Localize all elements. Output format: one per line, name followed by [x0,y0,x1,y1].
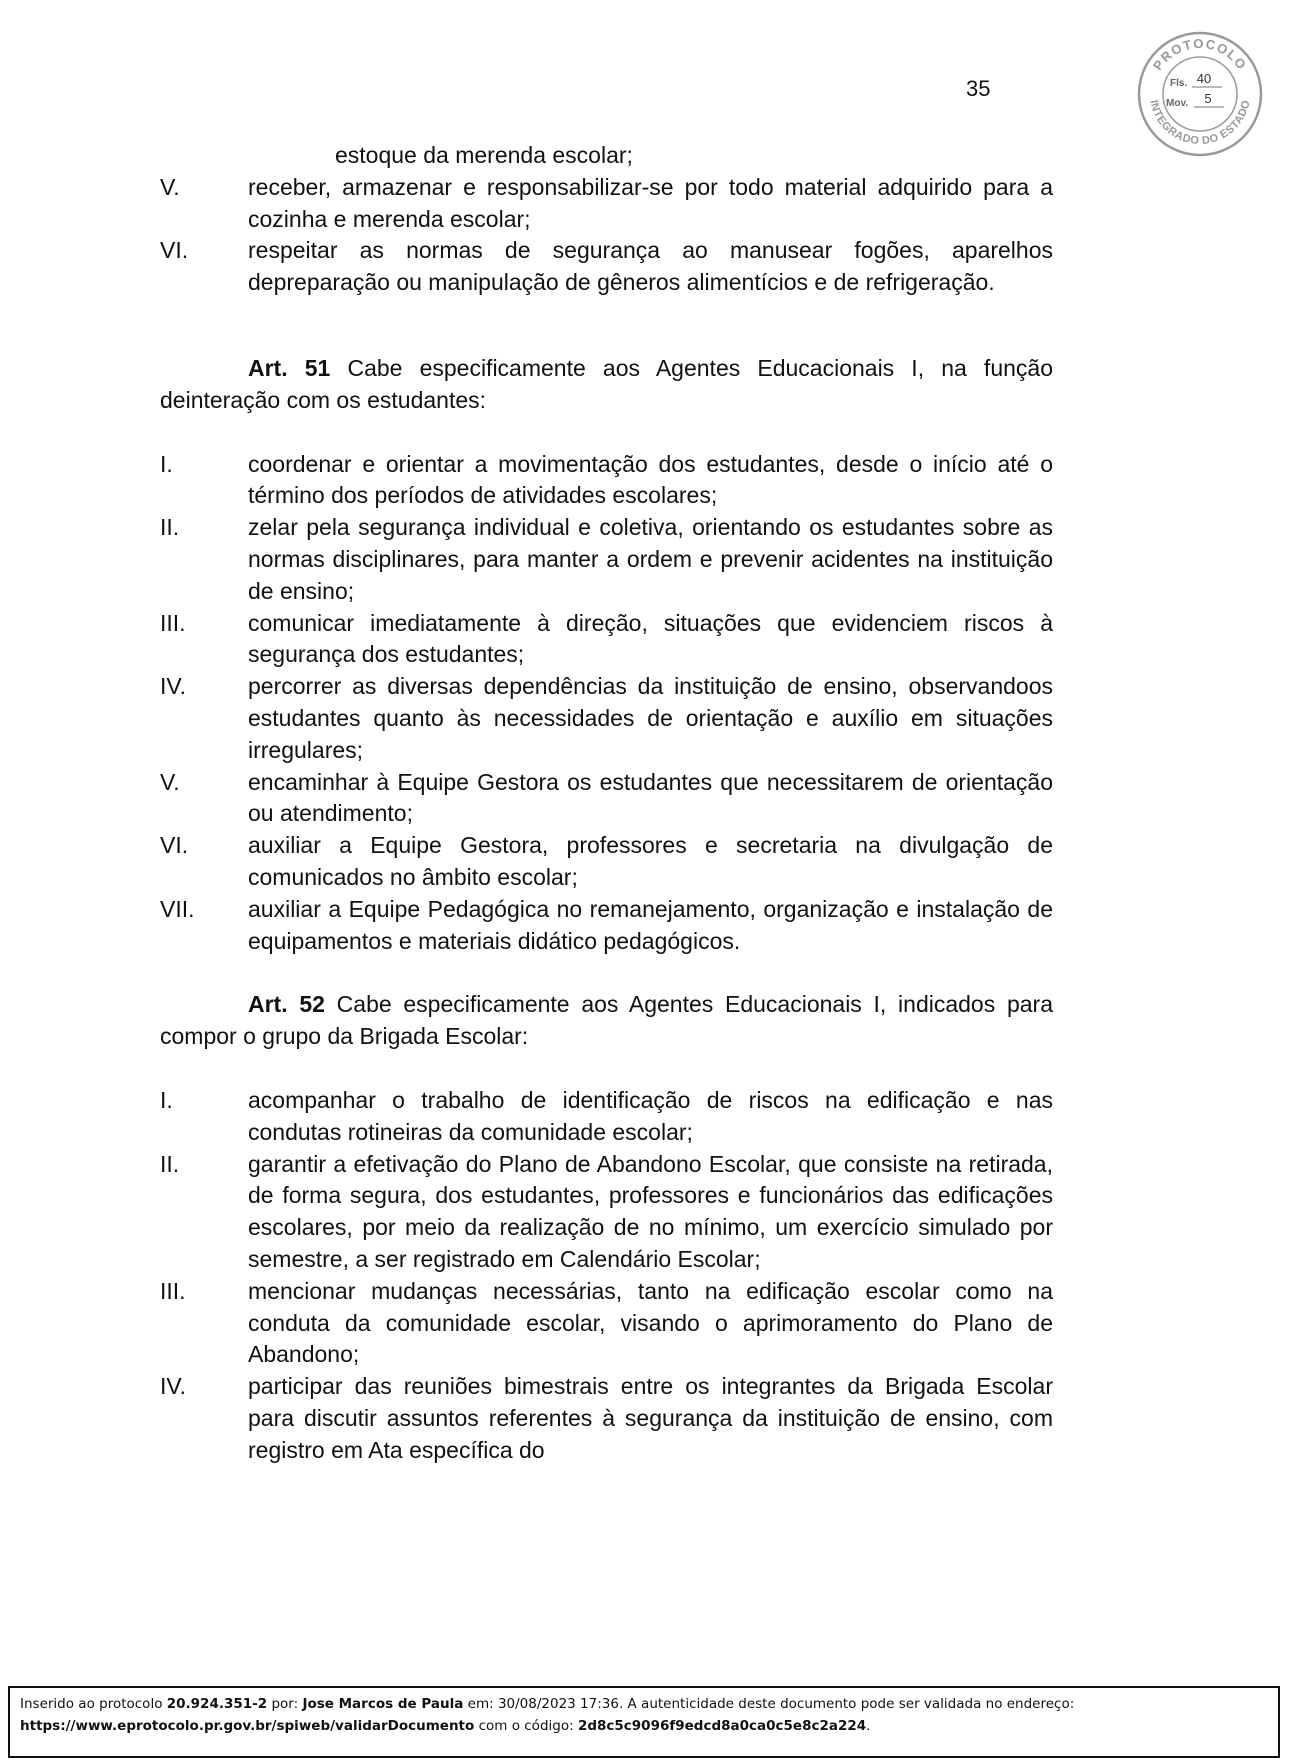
item-number: II. [160,1150,180,1177]
item-text: zelar pela segurança individual e coletiva, orientando os estudantes sobre as normas disciplinares, para manter a ordem e prevenir acidentes na instituição de ensino; [248,514,1053,604]
list-item [160,1149,1053,1276]
footer-line-1 [20,1693,1268,1715]
list-item [160,1371,1053,1466]
art52-paragraph [160,989,1053,1053]
item-number: III. [160,1277,186,1304]
item-number: II. [160,514,180,541]
footer-text: com o código: [474,1718,578,1734]
art51-item-list [160,449,1053,958]
page-number: 35 [966,76,991,101]
item-text: encaminhar à Equipe Gestora os estudantes que necessitarem de orientação ou atendimento; [248,768,1053,827]
footer-text: por: [267,1696,303,1712]
stamp-fls-value: 40 [1196,71,1212,86]
item-text: comunicar imediatamente à direção, situações que evidenciem riscos à segurança dos estudantes; [248,609,1053,668]
item-text: percorrer as diversas dependências da instituição de ensino, observandoos estudantes quanto às necessidades de orientação e auxílio em situações irregulares; [248,673,1053,763]
protocol-number: 20.924.351-2 [166,1696,268,1712]
list-item [160,671,1053,766]
art51-intro: Cabe especificamente aos Agentes Educacionais I, na função deinteração com os estudantes: [160,354,1053,413]
list-item [160,608,1053,672]
list-item [160,449,1053,513]
item-number: VI. [160,832,189,859]
list-item [160,512,1053,607]
protocol-stamp [1136,30,1264,158]
list-item [160,172,1053,236]
art52-intro: Cabe especificamente aos Agentes Educacionais I, indicados para compor o grupo da Brigada Escolar: [160,991,1053,1050]
validation-url[interactable]: https://www.eprotocolo.pr.gov.br/spiweb/validarDocumento [20,1718,475,1734]
list-item [160,235,1053,299]
validation-footer [8,1686,1280,1758]
item-text: participar das reuniões bimestrais entre os integrantes da Brigada Escolar para discutir assuntos referentes à segurança da instituição de ensino, com registro em Ata específica do [248,1373,1053,1463]
list-item [160,1276,1053,1371]
footer-line-2 [20,1715,1268,1737]
item-text: respeitar as normas de segurança ao manusear fogões, aparelhos depreparação ou manipulação de gêneros alimentícios e de refrigeração. [248,237,1053,296]
item-text: acompanhar o trabalho de identificação de riscos na edificação e nas condutas rotineiras da comunidade escolar; [248,1086,1053,1145]
svg-text:INTEGRADO DO ESTADO [1147,99,1252,147]
stamp-mov-label: Mov. [1166,98,1189,109]
item-number: VI. [160,237,189,264]
stamp-mov-value: 5 [1204,91,1212,106]
stamp-top-text: PROTOCOLO [1149,35,1251,74]
item-number: I. [160,1086,173,1113]
item-number: III. [160,609,186,636]
item-text: auxiliar a Equipe Pedagógica no remanejamento, organização e instalação de equipamentos e materiais didático pedagógicos. [248,895,1053,954]
author-name: Jose Marcos de Paula [302,1696,464,1712]
footer-text: em: 30/08/2023 17:36. A autenticidade deste documento pode ser validada no endereço: [463,1696,1075,1712]
item-number: V. [160,173,180,200]
top-item-list [160,172,1053,299]
list-item [160,830,1053,894]
item-number: IV. [160,673,187,700]
validation-code: 2d8c5c9096f9edcd8a0ca0c5e8c2a224 [577,1718,867,1734]
item-number: VII. [160,895,195,922]
item-number: IV. [160,1373,187,1400]
continuation-text: estoque da merenda escolar; [335,142,633,168]
item-text: coordenar e orientar a movimentação dos estudantes, desde o início até o término dos períodos de atividades escolares; [248,450,1053,509]
footer-text: . [866,1718,871,1734]
art52-label: Art. 52 [248,991,325,1018]
art51-label: Art. 51 [248,354,331,381]
footer-text: Inserido ao protocolo [20,1696,167,1712]
art51-paragraph [160,353,1053,417]
item-text: garantir a efetivação do Plano de Abandono Escolar, que consiste na retirada, de forma segura, dos estudantes, professores e funcionários das edificações escolares, por meio da realização de no mínimo, um exercício simulado por semestre, a ser registrado em Calendário Escolar; [248,1150,1053,1272]
svg-text:PROTOCOLO [1150,36,1250,73]
document-body [160,140,1053,1466]
list-item [160,767,1053,831]
list-item [160,1085,1053,1149]
stamp-bottom-text: INTEGRADO DO ESTADO [1147,98,1253,148]
item-text: mencionar mudanças necessárias, tanto na edificação escolar como na conduta da comunidade escolar, visando o aprimoramento do Plano de Abandono; [248,1277,1053,1368]
art52-item-list [160,1085,1053,1467]
stamp-fls-label: Fls. [1170,78,1188,89]
item-text: receber, armazenar e responsabilizar-se por todo material adquirido para a cozinha e merenda escolar; [248,173,1053,232]
item-number: V. [160,768,180,795]
list-item [160,894,1053,958]
item-number: I. [160,450,173,477]
item-text: auxiliar a Equipe Gestora, professores e secretaria na divulgação de comunicados no âmbito escolar; [248,832,1053,890]
